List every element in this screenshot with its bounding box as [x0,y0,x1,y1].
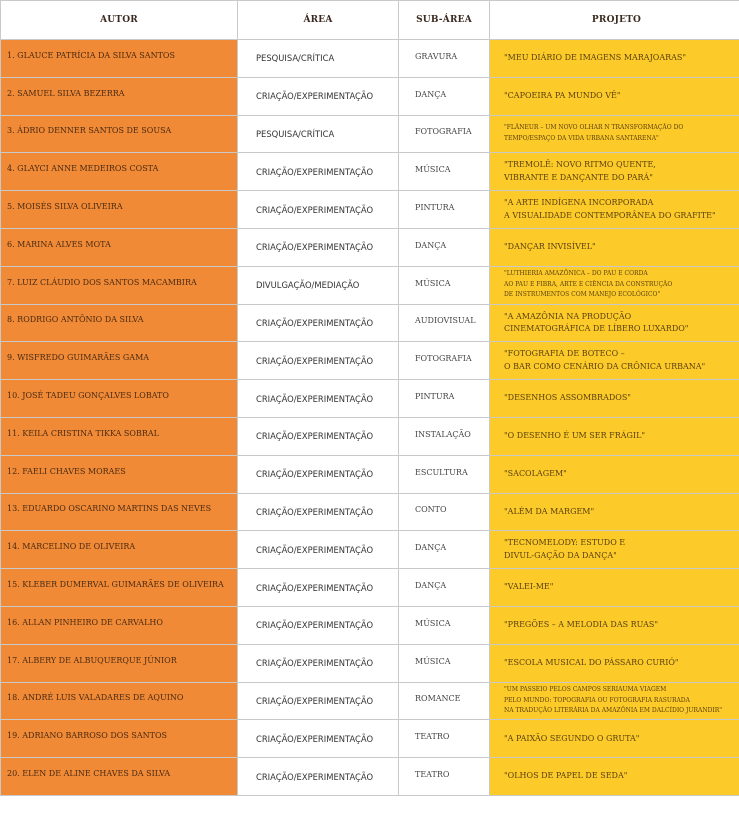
projeto-line: TEMPO/ESPAÇO DA VIDA URBANA SANTARENA" [504,134,659,142]
cell-autor: 3. ÁDRIO DENNER SANTOS DE SOUSA [1,115,238,153]
cell-projeto [490,380,739,418]
table-row [1,758,739,796]
cell-area: CRIAÇÃO/EXPERIMENTAÇÃO [238,380,399,418]
header-projeto: PROJETO [490,1,739,40]
cell-area: CRIAÇÃO/EXPERIMENTAÇÃO [238,77,399,115]
projeto-line: "O DESENHO É UM SER FRÁGIL" [504,431,646,441]
cell-sub-area: ROMANCE [399,682,490,720]
cell-projeto [490,531,739,569]
cell-projeto [490,455,739,493]
cell-sub-area: FOTOGRAFIA [399,115,490,153]
cell-area: CRIAÇÃO/EXPERIMENTAÇÃO [238,153,399,191]
cell-autor: 12. FAELI CHAVES MORAES [1,455,238,493]
cell-projeto [490,758,739,796]
table-row [1,682,739,720]
table-row [1,493,739,531]
projeto-line: DE INSTRUMENTOS COM MANEJO ECOLÓGICO" [504,291,661,299]
projeto-line: "DANÇAR INVISÍVEL" [504,242,596,252]
projeto-line: "LUTHIERIA AMAZÔNICA – DO PAU E CORDA [504,270,648,278]
cell-autor: 9. WISFREDO GUIMARÃES GAMA [1,342,238,380]
table-row [1,606,739,644]
cell-sub-area: ESCULTURA [399,455,490,493]
cell-sub-area: PINTURA [399,191,490,229]
cell-area: CRIAÇÃO/EXPERIMENTAÇÃO [238,304,399,342]
projeto-line: "TREMOLÊ: NOVO RITMO QUENTE, [504,160,656,170]
projeto-line: "CAPOEIRA PA MUNDO VÊ" [504,91,621,100]
table-row [1,644,739,682]
table-row [1,40,739,78]
cell-area: CRIAÇÃO/EXPERIMENTAÇÃO [238,455,399,493]
cell-sub-area: PINTURA [399,380,490,418]
cell-projeto [490,115,739,153]
cell-sub-area: DANÇA [399,228,490,266]
cell-sub-area: DANÇA [399,77,490,115]
table-row [1,417,739,455]
table-row [1,380,739,418]
cell-area: CRIAÇÃO/EXPERIMENTAÇÃO [238,758,399,796]
cell-sub-area: MÚSICA [399,266,490,304]
projeto-line: "FLÂNEUR – UM NOVO OLHAR N TRANSFORMAÇÃO DO [504,124,684,132]
table-row [1,455,739,493]
table-row [1,720,739,758]
cell-projeto [490,606,739,644]
cell-projeto [490,304,739,342]
cell-autor: 4. GLAYCI ANNE MEDEIROS COSTA [1,153,238,191]
cell-area: CRIAÇÃO/EXPERIMENTAÇÃO [238,228,399,266]
projeto-line: "PREGÕES – A MELODIA DAS RUAS" [504,620,659,630]
cell-projeto [490,77,739,115]
cell-projeto [490,40,739,78]
cell-autor: 2. SAMUEL SILVA BEZERRA [1,77,238,115]
cell-area: DIVULGAÇÃO/MEDIAÇÃO [238,266,399,304]
projeto-line: "ALÉM DA MARGEM" [504,506,595,516]
projeto-line: A VISUALIDADE CONTEMPORÂNEA DO GRAFITE" [504,210,716,220]
cell-projeto [490,153,739,191]
projeto-line: NA TRADUÇÃO LITERÁRIA DA AMAZÔNIA EM DALCÍDIO JURANDIR" [504,707,723,715]
cell-area: CRIAÇÃO/EXPERIMENTAÇÃO [238,531,399,569]
cell-projeto [490,644,739,682]
projeto-line: "DESENHOS ASSOMBRADOS" [504,393,631,403]
cell-sub-area: DANÇA [399,569,490,607]
projeto-line: VIBRANTE E DANÇANTE DO PARÁ" [504,172,653,182]
cell-area: CRIAÇÃO/EXPERIMENTAÇÃO [238,644,399,682]
cell-sub-area: INSTALAÇÃO [399,417,490,455]
cell-area: CRIAÇÃO/EXPERIMENTAÇÃO [238,417,399,455]
table-row [1,266,739,304]
projeto-line: "A PAIXÃO SEGUNDO O GRUTA" [504,733,640,743]
cell-autor: 14. MARCELINO DE OLIVEIRA [1,531,238,569]
cell-autor: 20. ELEN DE ALINE CHAVES DA SILVA [1,758,238,796]
cell-autor: 15. KLEBER DUMERVAL GUIMARÃES DE OLIVEIRA [1,569,238,607]
table-row [1,153,739,191]
header-area: ÁREA [238,1,399,40]
header-autor: AUTOR [1,1,238,40]
table-body [1,40,739,796]
cell-autor: 11. KEILA CRISTINA TIKKA SOBRAL [1,417,238,455]
projeto-line: DIVUL-GAÇÃO DA DANÇA" [504,550,617,560]
cell-autor: 10. JOSÉ TADEU GONÇALVES LOBATO [1,380,238,418]
header-row [1,1,739,40]
cell-autor: 13. EDUARDO OSCARINO MARTINS DAS NEVES [1,493,238,531]
cell-autor: 8. RODRIGO ANTÔNIO DA SILVA [1,304,238,342]
cell-sub-area: TEATRO [399,720,490,758]
cell-projeto [490,266,739,304]
table-row [1,569,739,607]
cell-sub-area: MÚSICA [399,606,490,644]
cell-projeto [490,493,739,531]
cell-sub-area: MÚSICA [399,153,490,191]
cell-projeto [490,342,739,380]
cell-area: CRIAÇÃO/EXPERIMENTAÇÃO [238,720,399,758]
cell-projeto [490,191,739,229]
cell-sub-area: DANÇA [399,531,490,569]
cell-autor: 5. MOISÉS SILVA OLIVEIRA [1,191,238,229]
cell-sub-area: MÚSICA [399,644,490,682]
projeto-line: "UM PASSEIO PELOS CAMPOS SERIAUMA VIAGEM [504,686,667,694]
projeto-line: AO PAU E FIBRA, ARTE E CIÊNCIA DA CONSTRUÇÃO [504,280,673,288]
cell-projeto [490,720,739,758]
table-row [1,342,739,380]
cell-projeto [490,417,739,455]
cell-area: CRIAÇÃO/EXPERIMENTAÇÃO [238,342,399,380]
projeto-line: O BAR COMO CENÁRIO DA CRÔNICA URBANA" [504,361,706,371]
table-row [1,115,739,153]
cell-projeto [490,682,739,720]
cell-autor: 18. ANDRÉ LUIS VALADARES DE AQUINO [1,682,238,720]
cell-projeto [490,569,739,607]
projeto-line: "FOTOGRAFIA DE BOTECO – [504,349,625,359]
table-row [1,304,739,342]
cell-sub-area: AUDIOVISUAL [399,304,490,342]
cell-area: PESQUISA/CRÍTICA [238,115,399,153]
cell-autor: 17. ALBERY DE ALBUQUERQUE JÚNIOR [1,644,238,682]
cell-area: CRIAÇÃO/EXPERIMENTAÇÃO [238,682,399,720]
projeto-line: "TECNOMELODY: ESTUDO E [504,538,626,548]
cell-sub-area: CONTO [399,493,490,531]
table-row [1,531,739,569]
table-row [1,77,739,115]
cell-autor: 16. ALLAN PINHEIRO DE CARVALHO [1,606,238,644]
cell-sub-area: FOTOGRAFIA [399,342,490,380]
cell-area: CRIAÇÃO/EXPERIMENTAÇÃO [238,606,399,644]
header-sub-area: SUB-ÁREA [399,1,490,40]
cell-area: PESQUISA/CRÍTICA [238,40,399,78]
cell-autor: 6. MARINA ALVES MOTA [1,228,238,266]
projeto-line: "VALEI-ME" [504,582,554,592]
projeto-line: CINEMATOGRÁFICA DE LÍBERO LUXARDO" [504,323,689,333]
cell-projeto [490,228,739,266]
projeto-line: "ESCOLA MUSICAL DO PÁSSARO CURIÓ" [504,657,679,667]
cell-autor: 7. LUIZ CLÁUDIO DOS SANTOS MACAMBIRA [1,266,238,304]
table-row [1,228,739,266]
cell-sub-area: TEATRO [399,758,490,796]
projeto-line: PELO MUNDO: TOPOGRAFIA OU FOTOGRAFIA RASURADA [504,696,690,704]
projeto-line: "MEU DIÁRIO DE IMAGENS MARAJOARAS" [504,53,687,63]
cell-autor: 1. GLAUCE PATRÍCIA DA SILVA SANTOS [1,40,238,78]
cell-sub-area: GRAVURA [399,40,490,78]
cell-area: CRIAÇÃO/EXPERIMENTAÇÃO [238,569,399,607]
table-row [1,191,739,229]
cell-autor: 19. ADRIANO BARROSO DOS SANTOS [1,720,238,758]
projeto-line: "A ARTE INDÍGENA INCORPORADA [504,198,654,208]
projeto-line: "SACOLAGEM" [504,468,567,478]
cell-area: CRIAÇÃO/EXPERIMENTAÇÃO [238,191,399,229]
cell-area: CRIAÇÃO/EXPERIMENTAÇÃO [238,493,399,531]
projeto-line: "OLHOS DE PAPEL DE SEDA" [504,771,628,781]
projeto-line: "A AMAZÔNIA NA PRODUÇÃO [504,311,632,321]
